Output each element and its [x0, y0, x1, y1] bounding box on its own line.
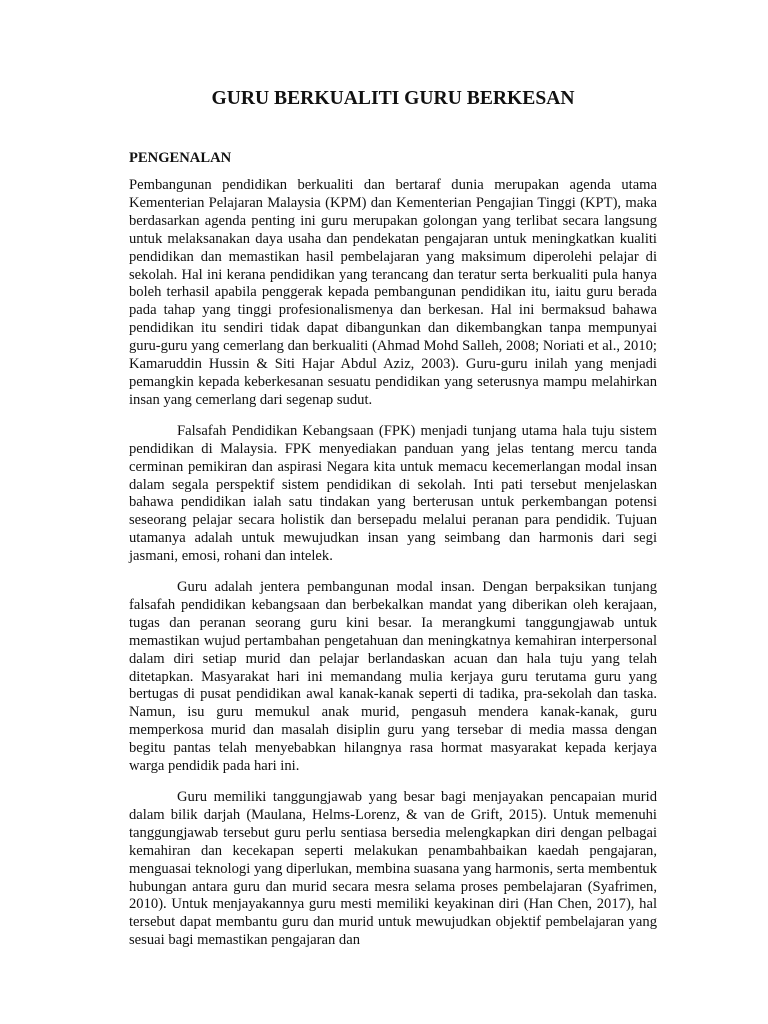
section-heading: PENGENALAN — [129, 150, 232, 166]
paragraph-1: Pembangunan pendidikan berkualiti dan bertaraf dunia merupakan agenda utama Kementerian Pelajaran Malaysia (KPM) dan Kementerian Pengajian Tinggi (KPT), maka berdasarkan agenda penting ini guru merupakan golongan yang terlibat secara langsung untuk melaksanakan daya usaha dan pendekatan pengajaran untuk meningkatkan kualiti pendidikan dan memastikan hasil pembelajaran yang maksimum diperolehi pelajar di sekolah. Hal ini kerana pendidikan yang terancang dan teratur serta berkualiti pula hanya boleh terhasil apabila penggerak kepada pembangunan pendidikan itu, iaitu guru berada pada tahap yang tinggi profesionalismenya dan berkesan. Hal ini bermaksud bahawa pendidikan itu sendiri tidak dapat dibangunkan dan dikembangkan tanpa mempunyai guru-guru yang cemerlang dan berkualiti (Ahmad Mohd Salleh, 2008; Noriati et al., 2010; Kamaruddin Hussin & Siti Hajar Abdul Aziz, 2003). Guru-guru inilah yang menjadi pemangkin kepada keberkesanan sesuatu pendidikan yang seterusnya mampu melahirkan insan yang cemerlang dari segenap sudut. — [129, 177, 657, 408]
paragraph-3: Guru adalah jentera pembangunan modal insan. Dengan berpaksikan tunjang falsafah pendidikan kebangsaan dan berbekalkan mandat yang diberikan oleh kerajaan, tugas dan peranan seorang guru kini besar. Ia merangkumi tanggungjawab untuk memastikan wujud pertambahan pengetahuan dan meningkatnya kemahiran interpersonal dalam diri setiap murid dan pelajar berlandaskan acuan dan hala tuju yang telah ditetapkan. Masyarakat hari ini memandang mulia kerjaya guru terutama guru yang bertugas di pusat pendidikan awal kanak-kanak seperti di tadika, pra-sekolah dan taska. Namun, isu guru memukul anak murid, pengasuh mendera kanak-kanak, guru memperkosa murid dan masalah disiplin guru yang tersebar di media massa dengan begitu pantas telah menyebabkan hilangnya rasa hormat masyarakat kepada kerjaya warga pendidik pada hari ini. — [129, 579, 657, 775]
paragraph-4: Guru memiliki tanggungjawab yang besar bagi menjayakan pencapaian murid dalam bilik darjah (Maulana, Helms-Lorenz, & van de Grift, 2015). Untuk memenuhi tanggungjawab tersebut guru perlu sentiasa bersedia melengkapkan diri dengan pelbagai kemahiran dan kecekapan seperti melakukan penambahbaikan kaedah pengajaran, menguasai teknologi yang diperlukan, membina suasana yang harmonis, serta membentuk hubungan antara guru dan murid secara mesra selama proses pembelajaran (Syafrimen, 2010). Untuk menjayakannya guru mesti memiliki keyakinan diri (Han Chen, 2017), hal tersebut dapat membantu guru dan murid untuk mewujudkan objektif pembelajaran yang sesuai bagi memastikan pengajaran dan — [129, 789, 657, 949]
document-title: GURU BERKUALITI GURU BERKESAN — [211, 88, 575, 109]
paragraph-2: Falsafah Pendidikan Kebangsaan (FPK) menjadi tunjang utama hala tuju sistem pendidikan di Malaysia. FPK menyediakan panduan yang jelas tentang mercu tanda cerminan pemikiran dan aspirasi Negara kita untuk memacu kecemerlangan modal insan dalam segala perspektif sistem pendidikan di sekolah. Inti pati tersebut menjelaskan bahawa pendidikan ialah satu tindakan yang berterusan untuk perkembangan potensi seseorang pelajar secara holistik dan bersepadu melalui peranan para pendidik. Tujuan utamanya adalah untuk mewujudkan insan yang seimbang dan harmonis dari segi jasmani, emosi, rohani dan intelek. — [129, 422, 657, 565]
